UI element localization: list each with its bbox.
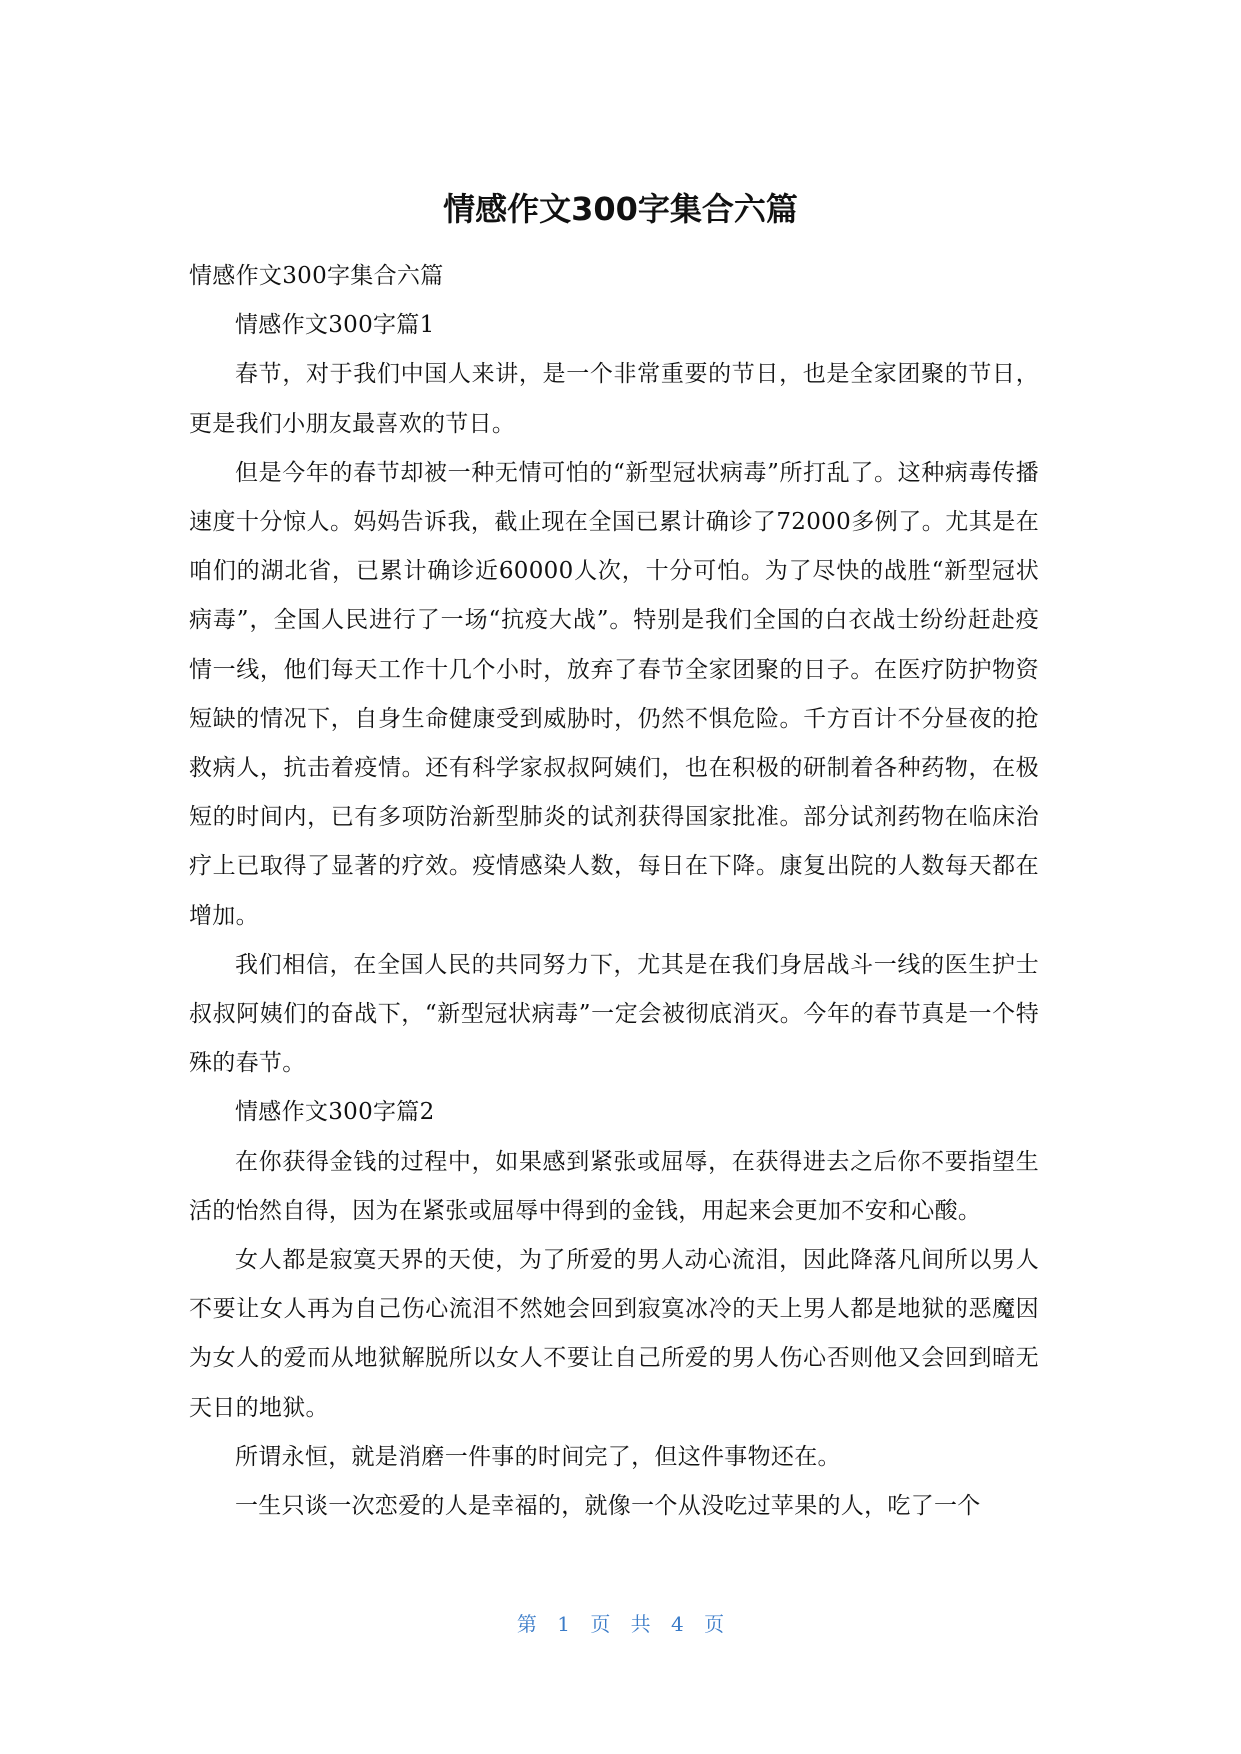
document-body: [189, 252, 1039, 1531]
paragraph: 女人都是寂寞天界的天使，为了所爱的男人动心流泪，因此降落凡间所以男人不要让女人再为自己伤心流泪不然她会回到寂寞冰冷的天上男人都是地狱的恶魔因为女人的爱而从地狱解脱所以女人不要让自己所爱的男人伤心否则他又会回到暗无天日的地狱。: [189, 1247, 1039, 1421]
paragraph: 我们相信，在全国人民的共同努力下，尤其是在我们身居战斗一线的医生护士叔叔阿姨们的奋战下，“新型冠状病毒”一定会被彻底消灭。今年的春节真是一个特殊的春节。: [189, 951, 1039, 1077]
section-heading-1: 情感作文300字篇1: [235, 312, 435, 339]
section-heading-2: 情感作文300字篇2: [235, 1099, 435, 1126]
document-title: 情感作文300字集合六篇: [443, 190, 798, 228]
paragraph: 一生只谈一次恋爱的人是幸福的，就像一个从没吃过苹果的人，吃了一个: [235, 1493, 981, 1520]
document-subtitle: 情感作文300字集合六篇: [189, 263, 444, 289]
paragraph: 但是今年的春节却被一种无情可怕的“新型冠状病毒”所打乱了。这种病毒传播速度十分惊人。妈妈告诉我，截止现在全国已累计确诊了72000多例了。尤其是在咱们的湖北省，已累计确诊近60000人次，十分可怕。为了尽快的战胜“新型冠状病毒”，全国人民进行了一场“抗疫大战”。特别是我们全国的白衣战士纷纷赶赴疫情一线，他们每天工作十几个小时，放弃了春节全家团聚的日子。在医疗防护物资短缺的情况下，自身生命健康受到威胁时，仍然不惧危险。千方百计不分昼夜的抢救病人，抗击着疫情。还有科学家叔叔阿姨们，也在积极的研制着各种药物，在极短的时间内，已有多项防治新型肺炎的试剂获得国家批准。部分试剂药物在临床治疗上已取得了显著的疗效。疫情感染人数，每日在下降。康复出院的人数每天都在增加。: [189, 459, 1039, 929]
paragraph: 春节，对于我们中国人来讲，是一个非常重要的节日，也是全家团聚的节日，更是我们小朋友最喜欢的节日。: [189, 361, 1039, 437]
paragraph: 所谓永恒，就是消磨一件事的时间完了，但这件事物还在。: [235, 1443, 841, 1470]
paragraph: 在你获得金钱的过程中，如果感到紧张或屈辱，在获得进去之后你不要指望生活的怡然自得，因为在紧张或屈辱中得到的金钱，用起来会更加不安和心酸。: [189, 1148, 1039, 1224]
page-number-footer: 第 1 页 共 4 页: [516, 1612, 725, 1636]
